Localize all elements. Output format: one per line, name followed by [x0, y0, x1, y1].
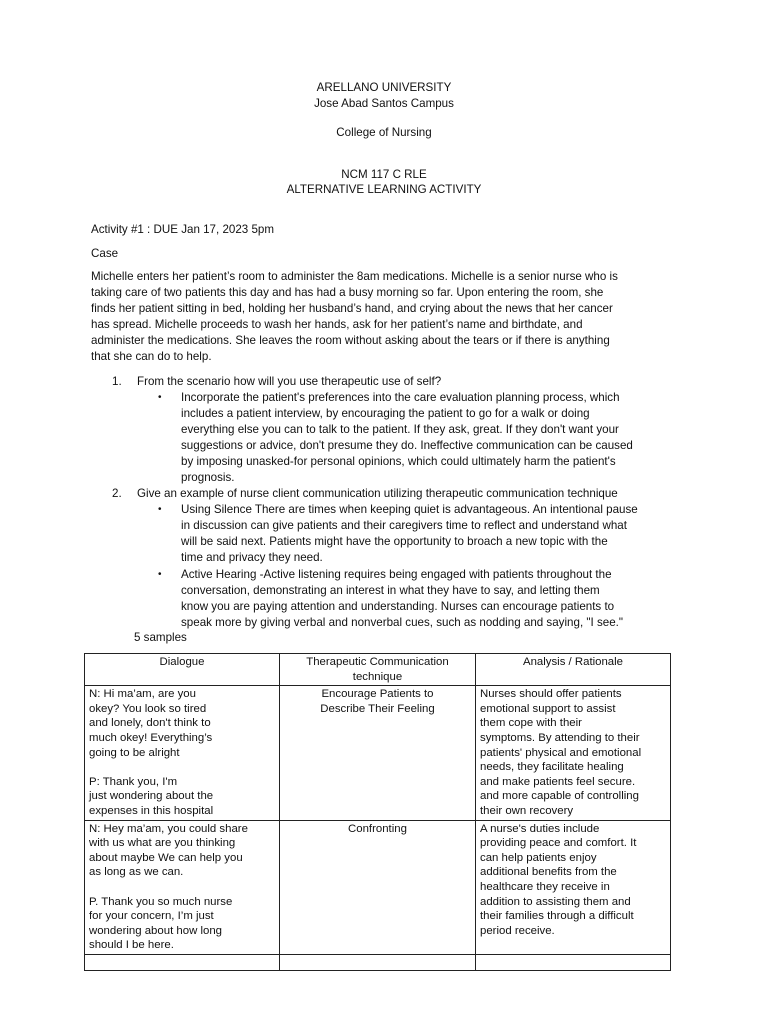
dialogue-cell	[85, 820, 280, 954]
answer-line: time and privacy they need.	[181, 551, 323, 564]
analysis-line: additional benefits from the	[480, 866, 617, 879]
analysis-cell	[476, 820, 671, 954]
answer-line: in discussion can give patients and their caregivers time to reflect and understand what	[181, 519, 627, 532]
question-number: 2.	[112, 487, 122, 500]
answer-line: Using Silence There are times when keeping quiet is advantageous. An intentional pause	[181, 503, 638, 516]
technique-cell	[279, 820, 475, 954]
analysis-line: addition to assisting them and	[480, 895, 631, 908]
question-text: Give an example of nurse client communication utilizing therapeutic communication technique	[137, 487, 618, 500]
case-paragraph	[91, 269, 681, 365]
analysis-line: them cope with their	[480, 717, 582, 730]
analysis-line: patients' physical and emotional	[480, 746, 642, 759]
analysis-line: can help patients enjoy	[480, 851, 597, 864]
analysis-line: needs, they facilitate healing	[480, 761, 624, 774]
dialogue-line: for your concern, I’m just	[89, 910, 214, 923]
bullet-icon: •	[158, 504, 162, 515]
answer-line: speak more by giving verbal and nonverbal cues, such as nodding and saying, "I see."	[181, 616, 623, 629]
university-name: ARELLANO UNIVERSITY	[316, 81, 452, 94]
activity-due-line: Activity #1 : DUE Jan 17, 2023 5pm	[91, 223, 275, 236]
analysis-line: emotional support to assist	[480, 702, 616, 715]
question-number: 1.	[112, 375, 122, 388]
activity-type: ALTERNATIVE LEARNING ACTIVITY	[286, 183, 482, 196]
technique-line: Encourage Patients to	[321, 688, 434, 701]
answer-line: includes a patient interview, by encouraging the patient to go for a walk or doing	[181, 407, 590, 420]
answer-line: will be said next. Patients might have the opportunity to broach a new topic with the	[181, 535, 608, 548]
answer-bullet	[181, 567, 677, 631]
answer-line: prognosis.	[181, 471, 235, 484]
case-line: finds her patient sitting in bed, holding her husband’s hand, and crying about the news that her cancer	[91, 302, 613, 315]
column-header-technique: Therapeutic Communication technique	[279, 654, 475, 686]
dialogue-line: just wondering about the	[89, 790, 214, 803]
analysis-cell	[476, 686, 671, 820]
column-header-dialogue: Dialogue	[85, 654, 280, 686]
dialogue-line: expenses in this hospital	[89, 804, 214, 817]
analysis-line: providing peace and comfort. It	[480, 837, 637, 850]
technique-cell	[279, 954, 475, 970]
dialogue-spacer	[89, 760, 275, 775]
technique-line: Confronting	[348, 822, 407, 835]
case-line: has spread. Michelle proceeds to wash her hands, ask for her patient’s name and birthdate, and	[91, 318, 583, 331]
table-row	[85, 686, 671, 820]
dialogue-line: much okey! Everything’s	[89, 731, 213, 744]
table-row	[85, 820, 671, 954]
dialogue-line: about maybe We can help you	[89, 851, 243, 864]
dialogue-line: and lonely, don't think to	[89, 717, 211, 730]
question-text: From the scenario how will you use therapeutic use of self?	[137, 375, 442, 388]
technique-line: Describe Their Feeling	[320, 702, 435, 715]
dialogue-line: P. Thank you so much nurse	[89, 895, 233, 908]
answer-line: everything else you can to talk to the patient. If they ask, great. If they don't want your	[181, 423, 619, 436]
answer-line: Active Hearing -Active listening requires being engaged with patients throughout the	[181, 568, 612, 581]
bullet-icon: •	[158, 569, 162, 580]
dialogue-line: going to be alright	[89, 746, 180, 759]
dialogue-line: should I be here.	[89, 939, 174, 952]
case-line: administer the medications. She leaves the room without asking about the tears or if there is anything	[91, 334, 610, 347]
dialogue-line: N: Hey ma’am, you could share	[89, 822, 248, 835]
analysis-cell	[476, 954, 671, 970]
analysis-line: symptoms. By attending to their	[480, 731, 640, 744]
technique-cell	[279, 686, 475, 820]
answer-line: conversation, demonstrating an interest in what they have to say, and letting them	[181, 584, 600, 597]
dialogue-spacer	[89, 880, 275, 895]
table-header-row	[85, 654, 671, 686]
answer-line: by imposing unasked-for personal opinions, which could ultimately harm the patient's	[181, 455, 616, 468]
analysis-line: and more capable of controlling	[480, 790, 639, 803]
dialogue-line: with us what are you thinking	[89, 837, 236, 850]
answer-line: suggestions or advice, don't presume they do. Ineffective communication can be caused	[181, 439, 633, 452]
answer-bullet	[181, 390, 677, 486]
dialogue-cell	[85, 686, 280, 820]
dialogue-cell	[85, 954, 280, 970]
analysis-line: their families through a difficult	[480, 910, 634, 923]
analysis-line: and make patients feel secure.	[480, 775, 636, 788]
analysis-line: period receive.	[480, 924, 555, 937]
answer-line: know you are paying attention and understanding. Nurses can encourage patients to	[181, 600, 615, 613]
dialogue-line: N: Hi ma’am, are you	[89, 688, 196, 701]
campus-name: Jose Abad Santos Campus	[314, 97, 454, 110]
case-line: taking care of two patients this day and has had a busy morning so far. Upon entering the room, she	[91, 286, 604, 299]
table-row	[85, 954, 671, 970]
case-label: Case	[91, 247, 119, 260]
communication-table	[84, 653, 671, 971]
college-name: College of Nursing	[336, 126, 432, 139]
case-line: Michelle enters her patient’s room to administer the 8am medications. Michelle is a senior nurse who is	[91, 270, 618, 283]
analysis-line: their own recovery	[480, 804, 574, 817]
analysis-line: healthcare they receive in	[480, 880, 610, 893]
answer-bullet	[181, 502, 677, 566]
case-line: that she can do to help.	[91, 350, 212, 363]
bullet-icon: •	[158, 392, 162, 403]
analysis-line: Nurses should offer patients	[480, 688, 622, 701]
dialogue-line: P: Thank you, I'm	[89, 775, 178, 788]
course-code: NCM 117 C RLE	[341, 168, 427, 181]
dialogue-line: okey? You look so tired	[89, 702, 207, 715]
dialogue-line: as long as we can.	[89, 866, 184, 879]
column-header-analysis: Analysis / Rationale	[476, 654, 671, 686]
dialogue-line: wondering about how long	[89, 924, 222, 937]
samples-label: 5 samples	[134, 631, 187, 644]
analysis-line: A nurse's duties include	[480, 822, 600, 835]
answer-line: Incorporate the patient's preferences into the care evaluation planning process, which	[181, 391, 620, 404]
